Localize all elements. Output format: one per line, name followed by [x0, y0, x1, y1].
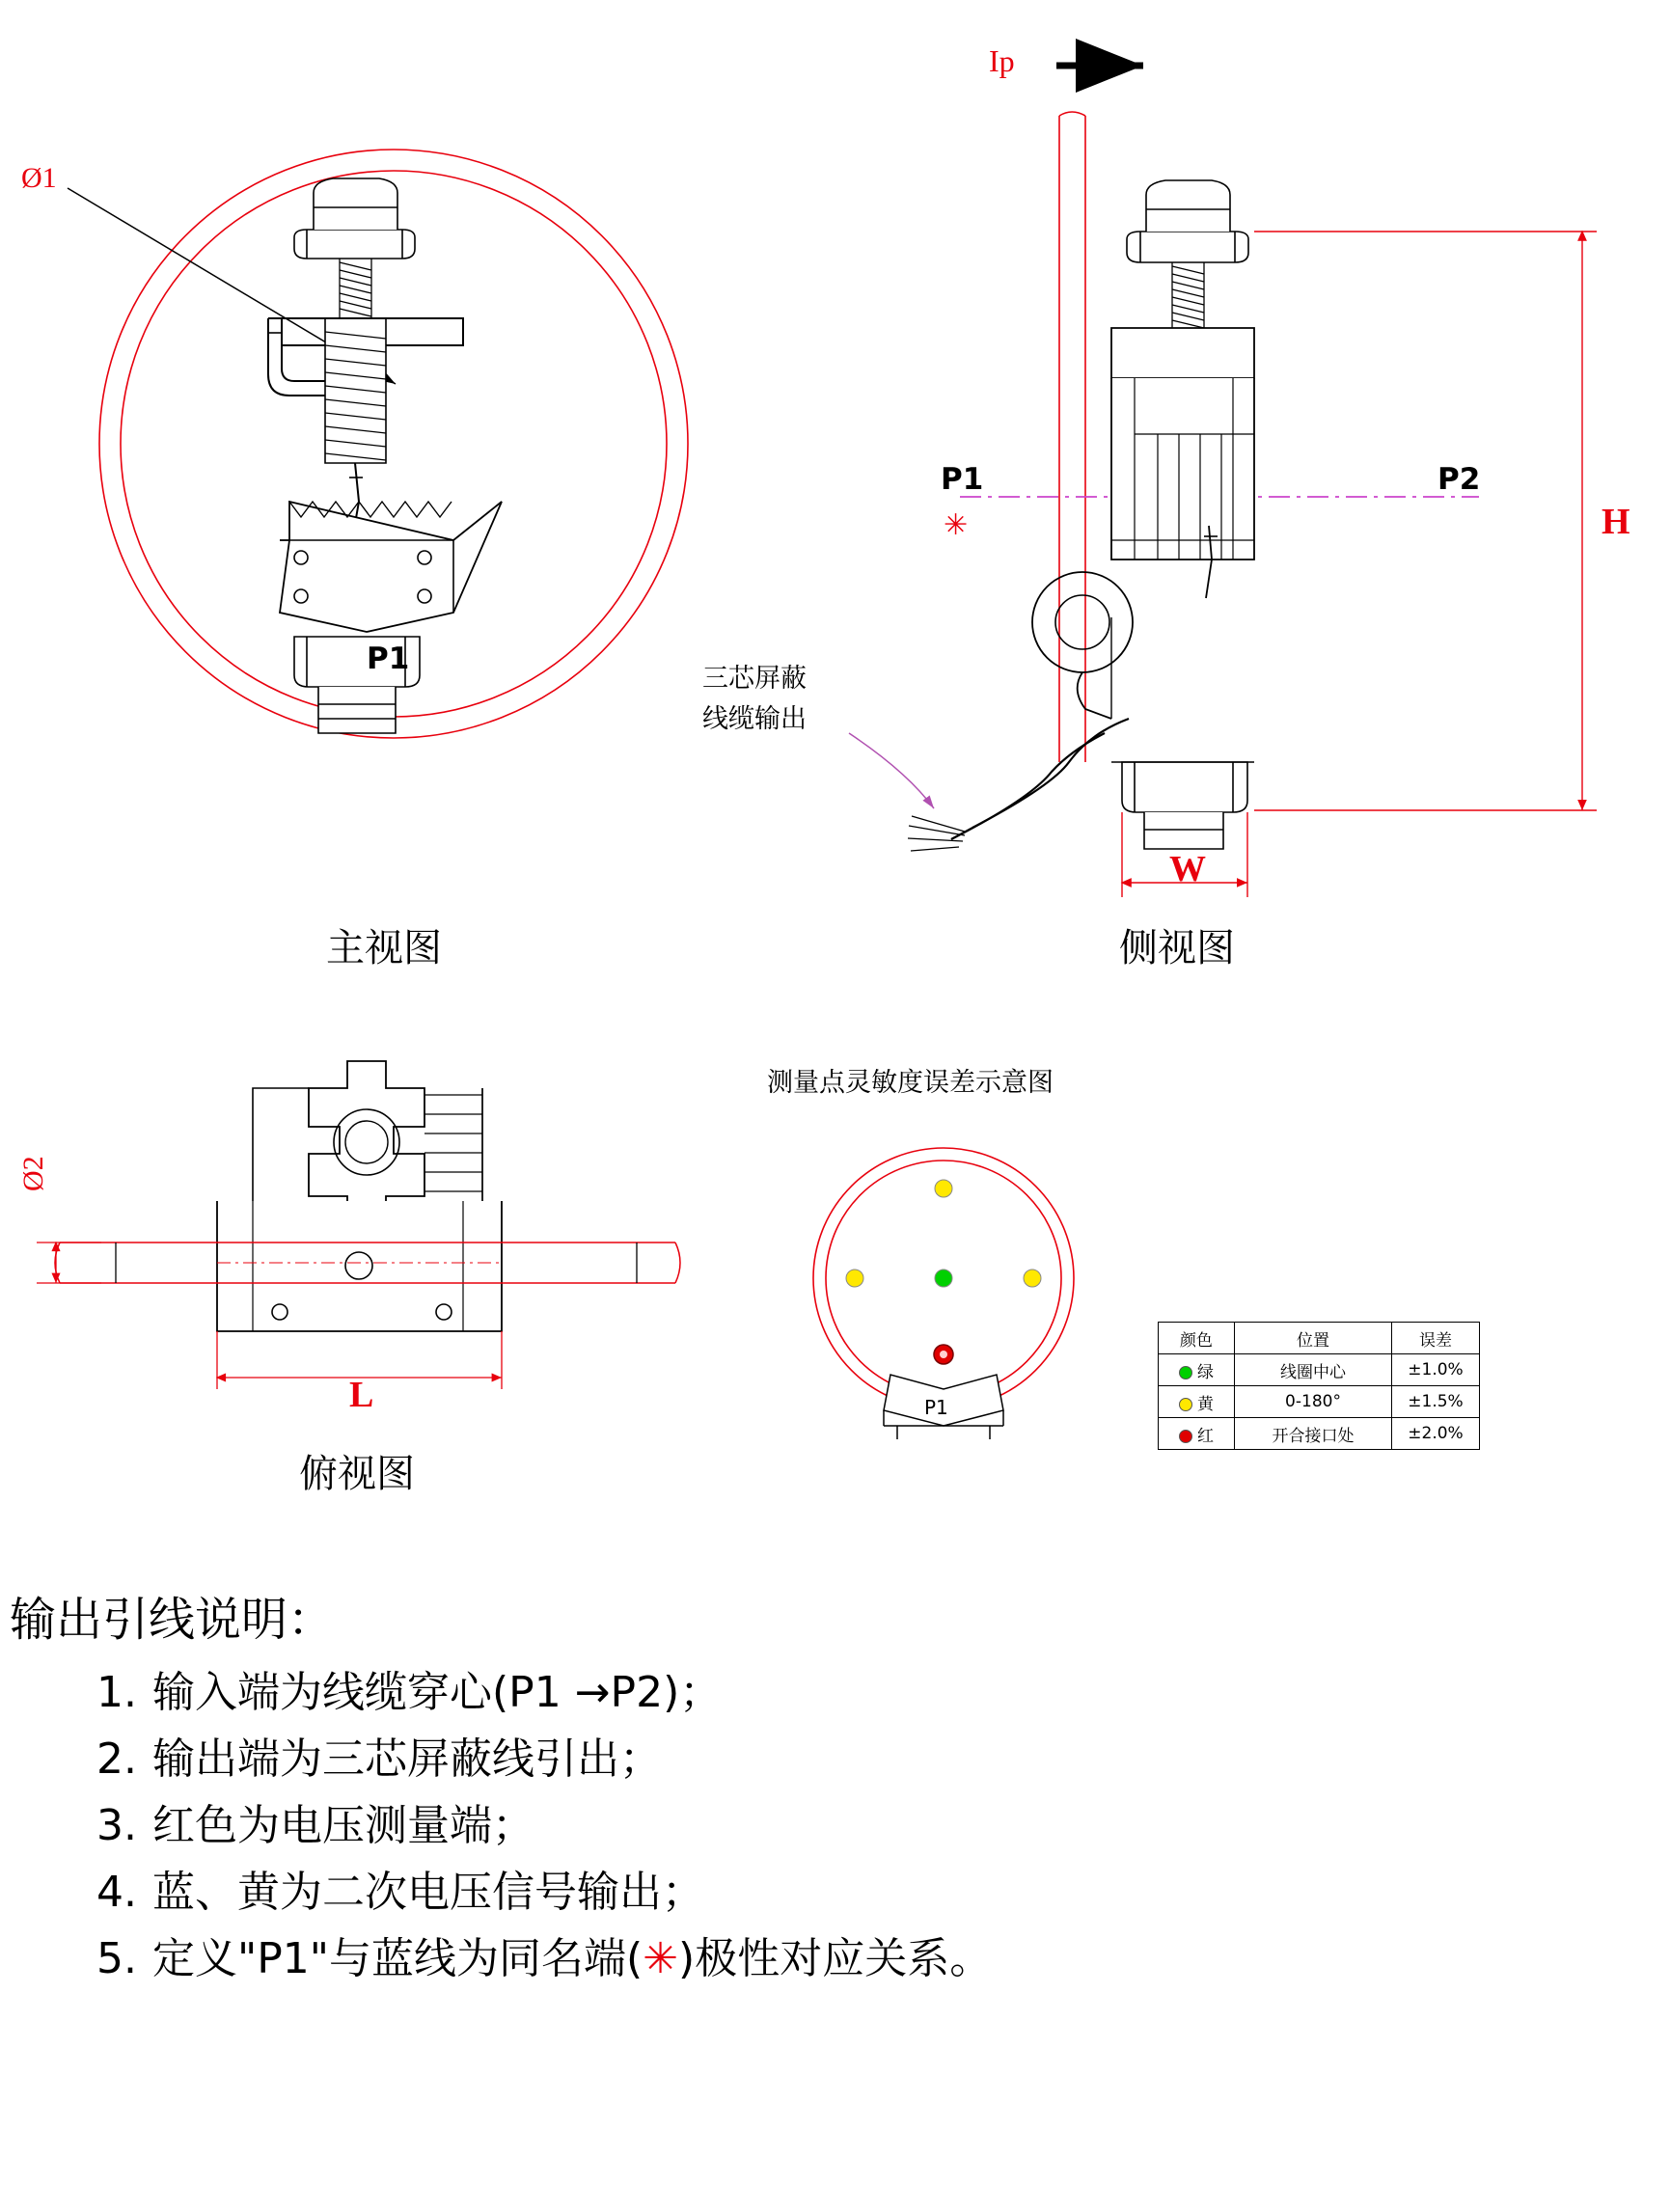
list-item [96, 1932, 1650, 1985]
sensitivity-diagram-title: 测量点灵敏度误差示意图 [767, 1068, 1054, 1098]
table-header-color: 颜色 [1159, 1323, 1235, 1354]
table-cell-error: ±1.5% [1392, 1386, 1480, 1418]
list-item [96, 1799, 1650, 1852]
table-row [1159, 1354, 1480, 1386]
dimension-label-height: H [1602, 502, 1630, 542]
note-number: 3. [96, 1801, 137, 1850]
list-item [96, 1733, 1650, 1786]
note-text-part2: )极性对应关系。 [678, 1934, 993, 1983]
color-name: 黄 [1197, 1394, 1214, 1414]
notes-list [10, 1666, 1650, 1985]
table-row [1159, 1386, 1480, 1418]
table-cell-color [1159, 1418, 1235, 1450]
list-item [96, 1866, 1650, 1919]
note-text: 红色为电压测量端； [152, 1801, 534, 1850]
output-lead-notes [10, 1582, 1650, 1999]
green-dot-icon [1179, 1366, 1192, 1379]
table-cell-position: 开合接口处 [1235, 1418, 1392, 1450]
table-header-position: 位置 [1235, 1323, 1392, 1354]
note-text-part1: 定义"P1"与蓝线为同名端( [152, 1934, 643, 1983]
front-view-p1-label: P1 [367, 642, 410, 676]
table-cell-error: ±2.0% [1392, 1418, 1480, 1450]
top-view-geometry [37, 1061, 680, 1389]
polarity-mark: ✳ [944, 509, 969, 541]
note-text: 输出端为三芯屏蔽线引出； [152, 1734, 662, 1784]
side-view-ip-label: Ip [989, 43, 1015, 78]
table-row [1159, 1418, 1480, 1450]
notes-title: 输出引线说明： [10, 1593, 335, 1647]
table-cell-color [1159, 1386, 1235, 1418]
side-view-caption: 侧视图 [1119, 926, 1235, 970]
side-view-p1-label: P1 [941, 462, 984, 497]
note-number: 5. [96, 1934, 137, 1983]
note-text: 蓝、黄为二次电压信号输出； [152, 1868, 704, 1917]
color-name: 绿 [1197, 1362, 1214, 1382]
color-name: 红 [1197, 1426, 1214, 1446]
top-view-caption: 俯视图 [299, 1452, 415, 1496]
red-dot-icon [1179, 1430, 1192, 1443]
polarity-star-icon: ✳ [643, 1934, 679, 1983]
side-view-p2-label: P2 [1437, 462, 1481, 497]
sensitivity-error-table [1158, 1322, 1480, 1450]
sensitivity-p1-label: P1 [924, 1396, 948, 1419]
note-text: 输入端为线缆穿心(P1 →P2)； [152, 1668, 723, 1717]
table-cell-color [1159, 1354, 1235, 1386]
front-view-caption: 主视图 [326, 926, 442, 970]
table-header-row [1159, 1323, 1480, 1354]
table-header-error: 误差 [1392, 1323, 1480, 1354]
table-cell-position: 0-180° [1235, 1386, 1392, 1418]
dimension-label-length: L [349, 1375, 374, 1415]
cable-output-note-line2: 线缆输出 [702, 704, 807, 734]
yellow-dot-icon [1179, 1398, 1192, 1411]
list-item [96, 1666, 1650, 1719]
dimension-label-diameter1: Ø1 [21, 162, 57, 194]
cable-output-note-line1: 三芯屏蔽 [702, 664, 807, 694]
note-number: 1. [96, 1668, 137, 1717]
note-number: 4. [96, 1868, 137, 1917]
table-cell-position: 线圈中心 [1235, 1354, 1392, 1386]
table-cell-error: ±1.0% [1392, 1354, 1480, 1386]
dimension-label-diameter2: Ø2 [17, 1156, 49, 1191]
note-number: 2. [96, 1734, 137, 1784]
dimension-label-width: W [1169, 849, 1206, 889]
